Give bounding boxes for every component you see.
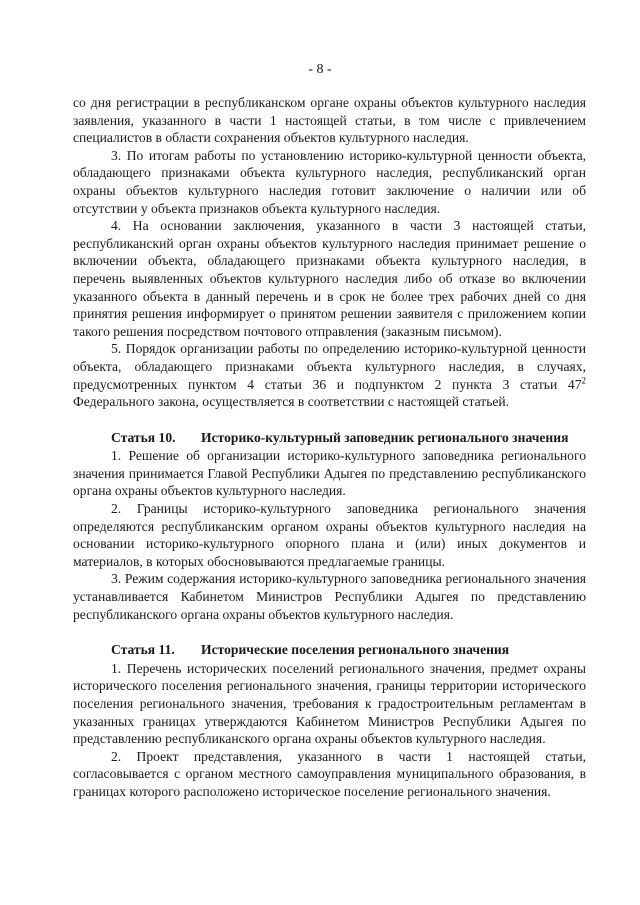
article-10-paragraph-1: 1. Решение об организации историко-культурного заповедника регионального значения принимается Главой Республики Адыгея по представлению республиканского органа охраны объектов культурного наследия. [73,448,586,499]
article-11-paragraph-2: 2. Проект представления, указанного в части 1 настоящей статьи, согласовывается с органом местного самоуправления муниципального образования, в границах которого расположено историческое поселение регионального значения. [73,748,586,799]
article-title: Историко-культурный заповедник регионального значения [201,429,569,445]
article-number: Статья 10. [111,429,176,445]
article-11-heading [73,641,586,659]
paragraph-3: 3. По итогам работы по установлению историко-культурной ценности объекта, обладающего признаками объекта культурного наследия, республиканский орган охраны объектов культурного наследия готовит заключение о наличии или об отсутствии у объекта признаков объекта культурного наследия. [73,147,586,216]
article-number: Статья 11. [111,642,175,658]
document-body [73,94,586,801]
page-number: - 8 - [308,62,332,77]
superscript: 2 [581,374,586,385]
article-title: Исторические поселения регионального значения [201,642,510,658]
paragraph-5-text: 5. Порядок организации работы по определению историко-культурной ценности объекта, обладающего признаками объекта культурного наследия, в случаях, предусмотренных пунктом 4 статьи 36 и подпунктом 2 пункта 3 статьи 47 [73,341,586,392]
paragraph-5-text-end: Федерального закона, осуществляется в соответствии с настоящей статьей. [73,394,510,410]
article-10-heading [73,429,586,447]
article-11-paragraph-1: 1. Перечень исторических поселений регионального значения, предмет охраны исторического поселения регионального значения, границы территории исторического поселения регионального значения, требования к градостроительным регламентам в указанных границах утверждаются Кабинетом Министров Республики Адыгея по представлению республиканского органа охраны объектов культурного наследия. [73,660,586,747]
article-10-paragraph-2: 2. Границы историко-культурного заповедника регионального значения определяются республиканским органом охраны объектов культурного наследия на основании историко-культурного опорного плана и (или) иных документов и материалов, в которых обосновываются предлагаемые границы. [73,501,586,569]
article-10-paragraph-3: 3. Режим содержания историко-культурного заповедника регионального значения устанавливается Кабинетом Министров Республики Адыгея по представлению республиканского органа охраны объектов культурного наследия. [73,571,586,622]
paragraph-4: 4. На основании заключения, указанного в части 3 настоящей статьи, республиканский орган охраны объектов культурного наследия принимает решение о включении объекта, обладающего признаками объекта культурного наследия, в перечень выявленных объектов культурного наследия либо об отказе во включении указанного объекта в данный перечень и в срок не более трех рабочих дней со дня принятия решения информирует о принятом решении заявителя с приложением копии такого решения посредством почтового отправления (заказным письмом). [73,218,586,339]
paragraph-continuation: со дня регистрации в республиканском органе охраны объектов культурного наследия заявления, указанного в части 1 настоящей статьи, в том числе с привлечением специалистов в области сохранения объектов культурного наследия. [73,95,586,146]
paragraph-5 [73,340,586,410]
